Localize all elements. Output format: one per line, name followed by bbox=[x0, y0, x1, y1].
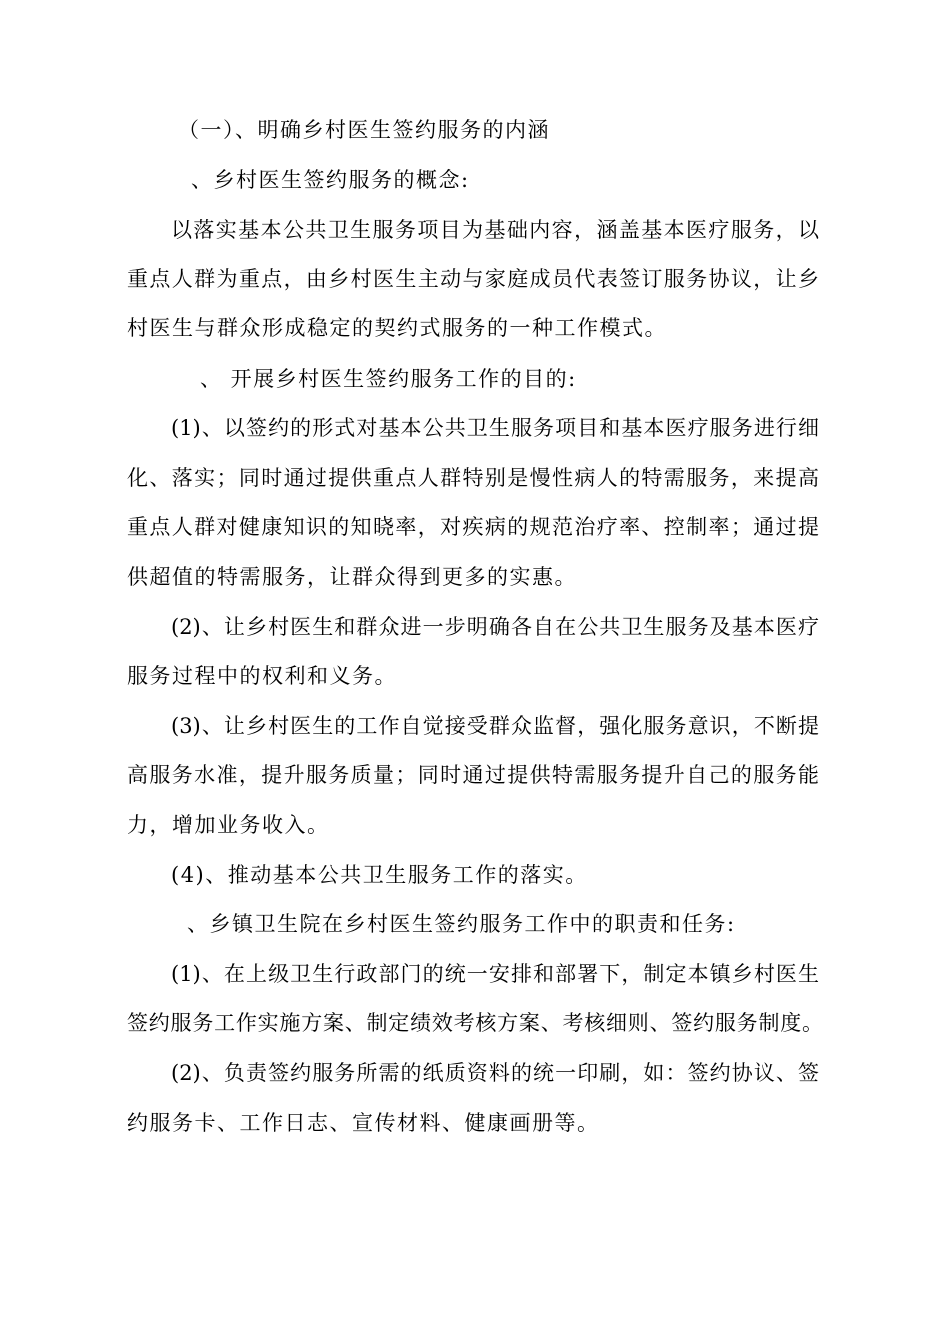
section-heading: （一）、明确乡村医生签约服务的内涵 bbox=[178, 118, 550, 142]
purpose-item-line: 化、落实；同时通过提供重点人群特别是慢性病人的特需服务，来提高 bbox=[127, 466, 819, 490]
duties-heading: 、乡镇卫生院在乡村医生签约服务工作中的职责和任务: bbox=[187, 912, 736, 936]
concept-paragraph-line: 以落实基本公共卫生服务项目为基础内容，涵盖基本医疗服务，以 bbox=[171, 218, 819, 242]
duties-item-line: 签约服务工作实施方案、制定绩效考核方案、考核细则、签约服务制度。 bbox=[127, 1011, 823, 1035]
purpose-item-line: 服务过程中的权利和义务。 bbox=[127, 664, 397, 688]
concept-paragraph-line: 村医生与群众形成稳定的契约式服务的一种工作模式。 bbox=[127, 316, 667, 340]
concept-paragraph-line: 重点人群为重点，由乡村医生主动与家庭成员代表签订服务协议，让乡 bbox=[127, 267, 819, 291]
purpose-item-line: (3)、让乡村医生的工作自觉接受群众监督，强化服务意识，不断提 bbox=[171, 714, 819, 738]
duties-item-line: (2)、负责签约服务所需的纸质资料的统一印刷，如：签约协议、签 bbox=[171, 1061, 819, 1085]
purpose-heading: 、 开展乡村医生签约服务工作的目的: bbox=[200, 367, 577, 391]
purpose-item-line: (2)、让乡村医生和群众进一步明确各自在公共卫生服务及基本医疗 bbox=[171, 615, 819, 639]
purpose-item-line: 高服务水准，提升服务质量；同时通过提供特需服务提升自己的服务能 bbox=[127, 763, 819, 787]
purpose-item-line: (4)、推动基本公共卫生服务工作的落实。 bbox=[171, 863, 588, 887]
purpose-item-line: 供超值的特需服务，让群众得到更多的实惠。 bbox=[127, 565, 577, 589]
purpose-item-line: (1)、以签约的形式对基本公共卫生服务项目和基本医疗服务进行细 bbox=[171, 416, 819, 440]
purpose-item-line: 力，增加业务收入。 bbox=[127, 813, 330, 837]
purpose-item-line: 重点人群对健康知识的知晓率，对疾病的规范治疗率、控制率；通过提 bbox=[127, 515, 819, 539]
duties-item-line: 约服务卡、工作日志、宣传材料、健康画册等。 bbox=[127, 1111, 600, 1135]
duties-item-line: (1)、在上级卫生行政部门的统一安排和部署下，制定本镇乡村医生 bbox=[171, 962, 819, 986]
concept-heading: 、乡村医生签约服务的概念: bbox=[191, 168, 470, 192]
